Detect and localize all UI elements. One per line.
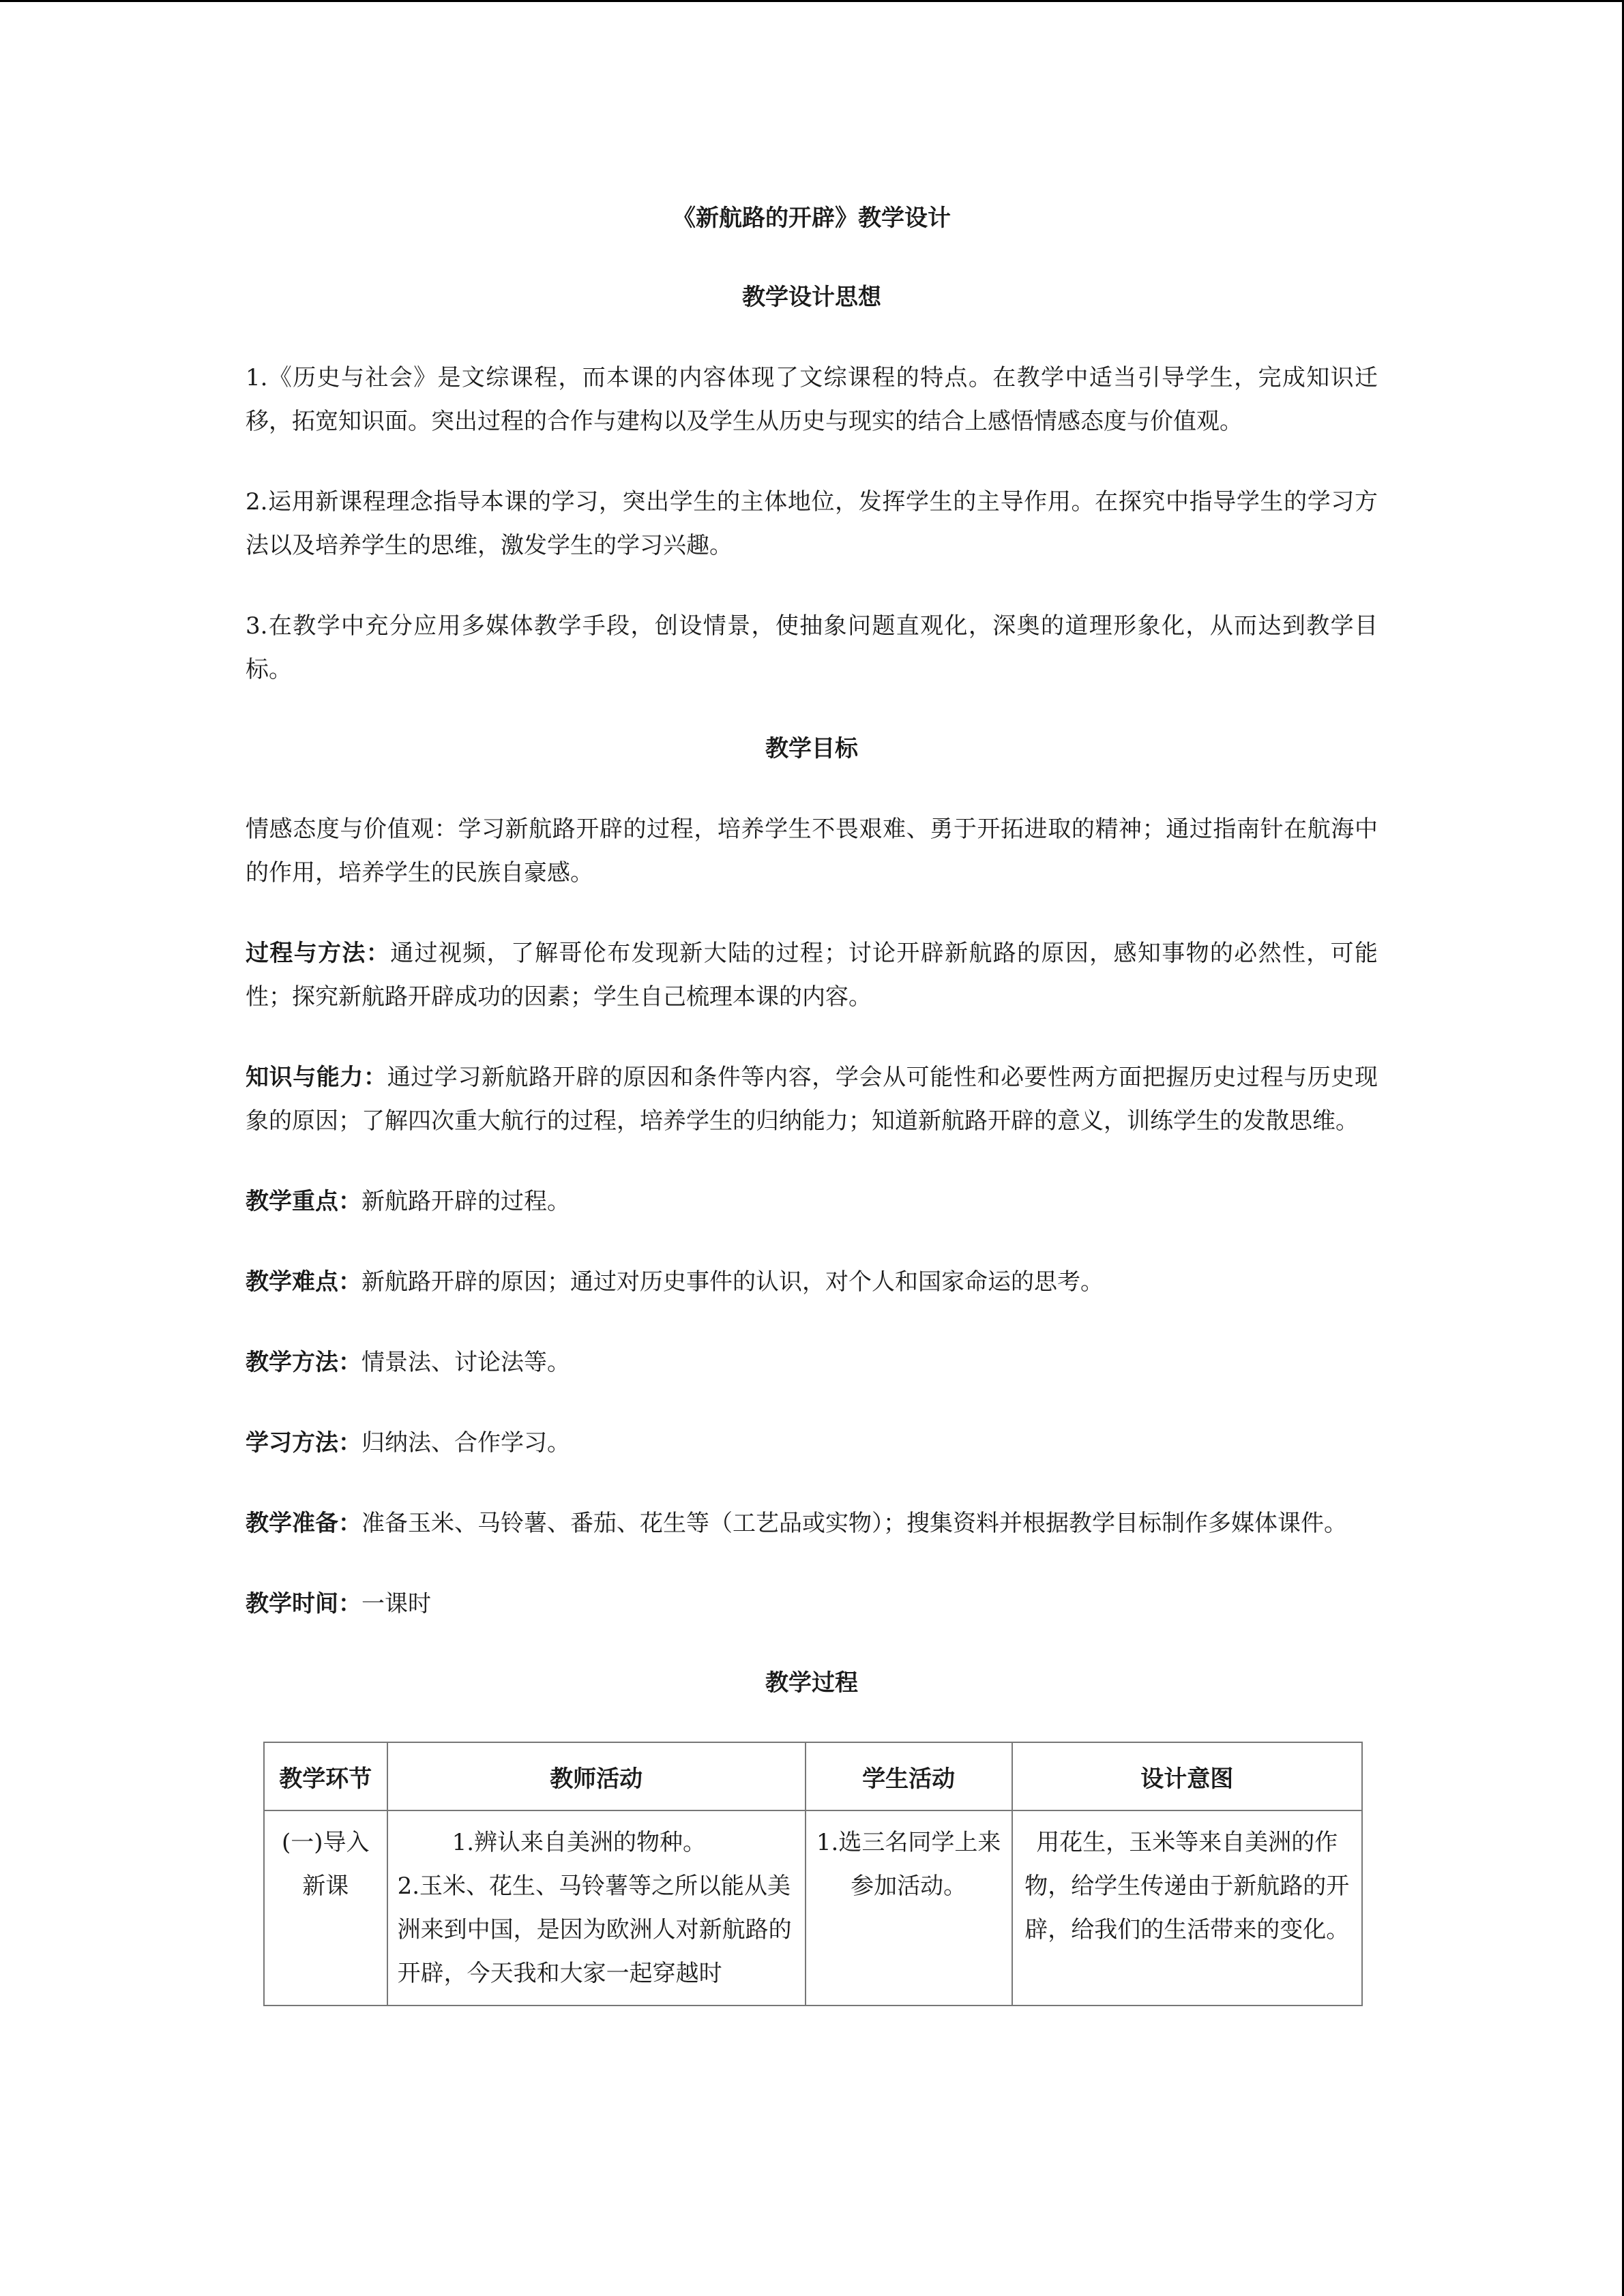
- cell-design-intent: 用花生，玉米等来自美洲的作物，给学生传递由于新航路的开辟，给我们的生活带来的变化。: [1012, 1810, 1362, 2006]
- teaching-time-text: 一课时: [361, 1590, 431, 1617]
- heading-design-thought: 教学设计思想: [742, 284, 881, 311]
- goal-knowledge-text: 通过学习新航路开辟的原因和条件等内容，学会从可能性和必要性两方面把握历史过程与历史现象的原因；了解四次重大航行的过程，培养学生的归纳能力；知道新航路开辟的意义，训练学生的发散思维。: [246, 1064, 1378, 1135]
- key-point-text: 新航路开辟的过程。: [361, 1188, 570, 1215]
- difficult-point-text: 新航路开辟的原因；通过对历史事件的认识，对个人和国家命运的思考。: [361, 1268, 1104, 1296]
- thought-item-3: 3.在教学中充分应用多媒体教学手段，创设情景，使抽象问题直观化，深奥的道理形象化，从而达到教学目标。: [246, 612, 1378, 683]
- teaching-method-label: 教学方法：: [246, 1349, 361, 1376]
- teaching-method-text: 情景法、讨论法等。: [361, 1349, 570, 1376]
- goal-knowledge: [246, 1056, 1378, 1143]
- thought-item-2: 2.运用新课程理念指导本课的学习，突出学生的主体地位，发挥学生的主导作用。在探究中指导学生的学习方法以及培养学生的思维，激发学生的学习兴趣。: [246, 488, 1378, 559]
- heading-teaching-goals: 教学目标: [765, 735, 858, 762]
- learning-method: [246, 1421, 1378, 1465]
- teaching-prep: [246, 1502, 1378, 1545]
- learning-method-text: 归纳法、合作学习。: [361, 1429, 570, 1457]
- teacher-line-2: 2.玉米、花生、马铃薯等之所以能从美洲来到中国，是因为欧洲人对新航路的开辟，今天我和大家一起穿越时: [397, 1873, 792, 1987]
- teaching-prep-label: 教学准备：: [246, 1510, 361, 1537]
- stage-line-2: 新课: [302, 1873, 349, 1900]
- learning-method-label: 学习方法：: [246, 1429, 361, 1457]
- table-header-row: [264, 1742, 1362, 1810]
- header-design-intent: 设计意图: [1012, 1742, 1362, 1810]
- stage-line-1: (一)导入: [282, 1829, 370, 1856]
- teaching-time-label: 教学时间：: [246, 1590, 361, 1617]
- goal-process-label: 过程与方法：: [246, 940, 391, 967]
- heading-teaching-process: 教学过程: [765, 1669, 858, 1697]
- header-student-activity: 学生活动: [806, 1742, 1012, 1810]
- teaching-prep-text: 准备玉米、马铃薯、番茄、花生等（工艺品或实物）；搜集资料并根据教学目标制作多媒体课件。: [361, 1510, 1347, 1537]
- difficult-point: [246, 1260, 1378, 1304]
- teaching-process-table: [263, 1742, 1363, 2006]
- teaching-method: [246, 1341, 1378, 1384]
- document-body: [246, 198, 1378, 2006]
- document-title: 《新航路的开辟》教学设计: [673, 205, 951, 232]
- cell-stage: [264, 1810, 387, 2006]
- table-row: [264, 1810, 1362, 2006]
- goal-emotion: 情感态度与价值观：学习新航路开辟的过程，培养学生不畏艰难、勇于开拓进取的精神；通过指南针在航海中的作用，培养学生的民族自豪感。: [246, 816, 1378, 886]
- difficult-point-label: 教学难点：: [246, 1268, 361, 1296]
- goal-process: [246, 931, 1378, 1019]
- teaching-time: [246, 1582, 1378, 1626]
- page-border-top: [0, 0, 1624, 2]
- header-stage: 教学环节: [264, 1742, 387, 1810]
- teacher-line-1: 1.辨认来自美洲的物种。: [452, 1829, 707, 1856]
- key-point-label: 教学重点：: [246, 1188, 361, 1215]
- header-teacher-activity: 教师活动: [387, 1742, 806, 1810]
- cell-teacher-activity: [387, 1810, 806, 2006]
- goal-process-text: 通过视频，了解哥伦布发现新大陆的过程；讨论开辟新航路的原因，感知事物的必然性，可能性；探究新航路开辟成功的因素；学生自己梳理本课的内容。: [246, 940, 1378, 1011]
- key-point: [246, 1180, 1378, 1223]
- goal-knowledge-label: 知识与能力：: [246, 1064, 387, 1091]
- thought-item-1: 1.《历史与社会》是文综课程，而本课的内容体现了文综课程的特点。在教学中适当引导学生，完成知识迁移，拓宽知识面。突出过程的合作与建构以及学生从历史与现实的结合上感悟情感态度与价值观。: [246, 364, 1378, 435]
- cell-student-activity: 1.选三名同学上来参加活动。: [806, 1810, 1012, 2006]
